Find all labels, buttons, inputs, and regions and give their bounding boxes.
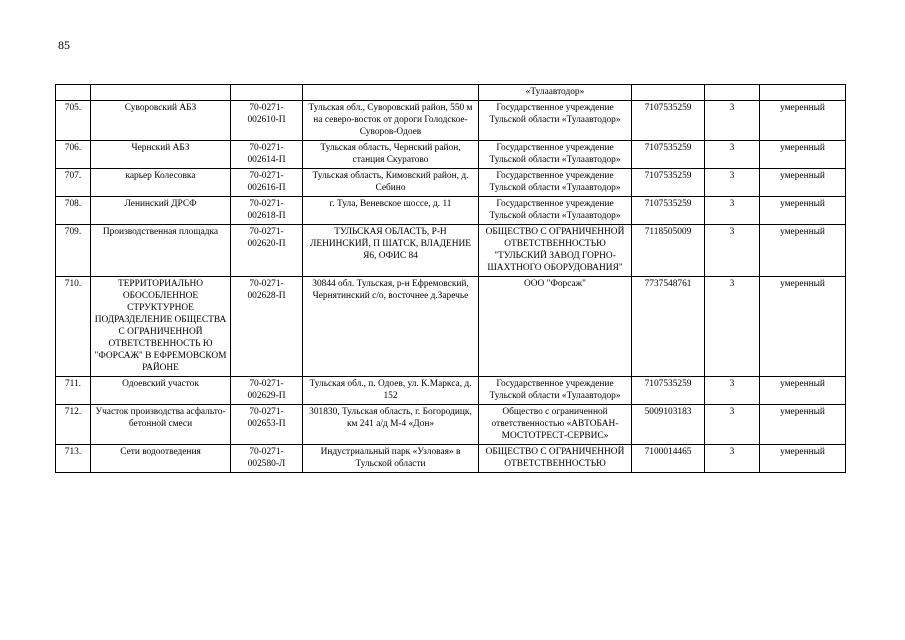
cell-risk: умеренный bbox=[760, 225, 846, 277]
cell-num: 708. bbox=[56, 197, 91, 225]
table-row bbox=[56, 377, 846, 405]
cell-category: 3 bbox=[705, 169, 760, 197]
cell-organization: Государственное учреждение Тульской области «Тулаавтодор» bbox=[479, 377, 632, 405]
cell-organization: Государственное учреждение Тульской области «Тулаавтодор» bbox=[479, 169, 632, 197]
cell-organization: Государственное учреждение Тульской области «Тулаавтодор» bbox=[479, 197, 632, 225]
table-row bbox=[56, 141, 846, 169]
table-row-continuation bbox=[56, 85, 846, 101]
cell-inn: 7107535259 bbox=[632, 197, 705, 225]
cell-code bbox=[231, 85, 303, 101]
cell-num: 706. bbox=[56, 141, 91, 169]
cell-num: 707. bbox=[56, 169, 91, 197]
cell-inn: 7107535259 bbox=[632, 141, 705, 169]
cell-code: 70-0271-002614-П bbox=[231, 141, 303, 169]
cell-code: 70-0271-002610-П bbox=[231, 101, 303, 141]
cell-code: 70-0271-002629-П bbox=[231, 377, 303, 405]
cell-organization: ОБЩЕСТВО С ОГРАНИЧЕННОЙ ОТВЕТСТВЕННОСТЬЮ bbox=[479, 445, 632, 473]
cell-inn: 7107535259 bbox=[632, 169, 705, 197]
cell-category: 3 bbox=[705, 101, 760, 141]
cell-risk: умеренный bbox=[760, 377, 846, 405]
cell-category: 3 bbox=[705, 405, 760, 445]
registry-table-body bbox=[56, 85, 846, 473]
table-row bbox=[56, 405, 846, 445]
cell-name: карьер Колесовка bbox=[91, 169, 231, 197]
table-row bbox=[56, 197, 846, 225]
cell-address: Тульская обл., Суворовский район, 550 м на северо-восток от дороги Голодское-Суворов-Одоев bbox=[303, 101, 479, 141]
cell-category: 3 bbox=[705, 445, 760, 473]
cell-address: Тульская обл., п. Одоев, ул. К.Маркса, д. 152 bbox=[303, 377, 479, 405]
cell-address: Тульская область, Чернский район, станция Скуратово bbox=[303, 141, 479, 169]
cell-code: 70-0271-002628-П bbox=[231, 277, 303, 377]
table-row bbox=[56, 169, 846, 197]
cell-address: ТУЛЬСКАЯ ОБЛАСТЬ, Р-Н ЛЕНИНСКИЙ, П ШАТСК, ВЛАДЕНИЕ Я6, ОФИС 84 bbox=[303, 225, 479, 277]
cell-num: 709. bbox=[56, 225, 91, 277]
cell-organization: Государственное учреждение Тульской области «Тулаавтодор» bbox=[479, 141, 632, 169]
cell-inn: 5009103183 bbox=[632, 405, 705, 445]
cell-code: 70-0271-002618-П bbox=[231, 197, 303, 225]
cell-organization: ООО "Форсаж" bbox=[479, 277, 632, 377]
cell-code: 70-0271-002616-П bbox=[231, 169, 303, 197]
cell-inn: 7118505009 bbox=[632, 225, 705, 277]
cell-name: Одоевский участок bbox=[91, 377, 231, 405]
cell-organization: Государственное учреждение Тульской области «Тулаавтодор» bbox=[479, 101, 632, 141]
cell-risk: умеренный bbox=[760, 277, 846, 377]
registry-table bbox=[55, 84, 846, 473]
cell-num: 711. bbox=[56, 377, 91, 405]
cell-num: 710. bbox=[56, 277, 91, 377]
cell-name bbox=[91, 85, 231, 101]
cell-name: Суворовский АБЗ bbox=[91, 101, 231, 141]
cell-risk: умеренный bbox=[760, 445, 846, 473]
cell-risk: умеренный bbox=[760, 101, 846, 141]
cell-inn: 7107535259 bbox=[632, 377, 705, 405]
cell-name: Производственная площадка bbox=[91, 225, 231, 277]
cell-address: 301830, Тульская область, г. Богородицк, км 241 а/д М-4 «Дон» bbox=[303, 405, 479, 445]
cell-address: г. Тула, Веневское шоссе, д. 11 bbox=[303, 197, 479, 225]
cell-num: 712. bbox=[56, 405, 91, 445]
table-row bbox=[56, 445, 846, 473]
cell-inn: 7737548761 bbox=[632, 277, 705, 377]
table-row bbox=[56, 277, 846, 377]
table-row bbox=[56, 225, 846, 277]
cell-num bbox=[56, 85, 91, 101]
cell-category: 3 bbox=[705, 197, 760, 225]
cell-organization: ОБЩЕСТВО С ОГРАНИЧЕННОЙ ОТВЕТСТВЕННОСТЬЮ "ТУЛЬСКИЙ ЗАВОД ГОРНО-ШАХТНОГО ОБОРУДОВАНИЯ" bbox=[479, 225, 632, 277]
cell-category: 3 bbox=[705, 277, 760, 377]
cell-address: Индустриальный парк «Узловая» в Тульской области bbox=[303, 445, 479, 473]
cell-name: Чернский АБЗ bbox=[91, 141, 231, 169]
cell-name: Сети водоотведения bbox=[91, 445, 231, 473]
cell-num: 705. bbox=[56, 101, 91, 141]
cell-category bbox=[705, 85, 760, 101]
cell-name: ТЕРРИТОРИАЛЬНО ОБОСОБЛЕННОЕ СТРУКТУРНОЕ ПОДРАЗДЕЛЕНИЕ ОБЩЕСТВА С ОГРАНИЧЕННОЙ ОТВЕТСТВЕННОСТЬ Ю "ФОРСАЖ" В ЕФРЕМОВСКОМ РАЙОНЕ bbox=[91, 277, 231, 377]
cell-inn bbox=[632, 85, 705, 101]
cell-address: 30844 обл. Тульская, р-н Ефремовский, Чернятинский с/о, восточнее д.Заречье bbox=[303, 277, 479, 377]
cell-risk bbox=[760, 85, 846, 101]
cell-risk: умеренный bbox=[760, 197, 846, 225]
cell-name: Ленинский ДРСФ bbox=[91, 197, 231, 225]
table-row bbox=[56, 101, 846, 141]
cell-risk: умеренный bbox=[760, 405, 846, 445]
cell-address: Тульская область, Кимовский район, д. Себино bbox=[303, 169, 479, 197]
cell-name: Участок производства асфальто-бетонной смеси bbox=[91, 405, 231, 445]
cell-address bbox=[303, 85, 479, 101]
cell-category: 3 bbox=[705, 225, 760, 277]
page-number: 85 bbox=[58, 38, 70, 52]
cell-code: 70-0271-002653-П bbox=[231, 405, 303, 445]
cell-code: 70-0271-002620-П bbox=[231, 225, 303, 277]
cell-num: 713. bbox=[56, 445, 91, 473]
cell-organization: Общество с ограниченной ответственностью «АВТОБАН-МОСТОТРЕСТ-СЕРВИС» bbox=[479, 405, 632, 445]
cell-risk: умеренный bbox=[760, 141, 846, 169]
cell-organization: «Тулаавтодор» bbox=[479, 85, 632, 101]
cell-inn: 7107535259 bbox=[632, 101, 705, 141]
cell-risk: умеренный bbox=[760, 169, 846, 197]
cell-category: 3 bbox=[705, 377, 760, 405]
cell-code: 70-0271-002580-Л bbox=[231, 445, 303, 473]
cell-category: 3 bbox=[705, 141, 760, 169]
cell-inn: 7100014465 bbox=[632, 445, 705, 473]
